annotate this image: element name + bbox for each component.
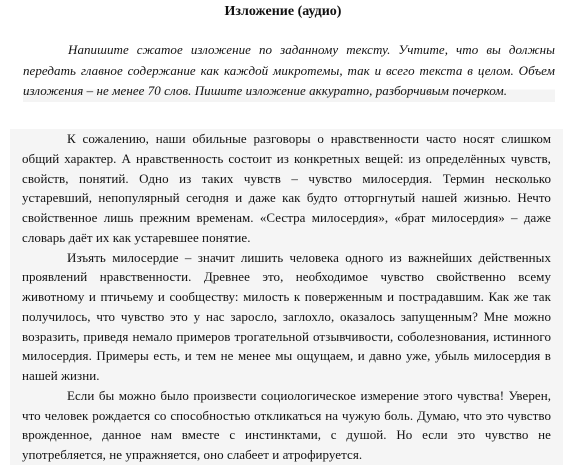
paragraph-1: К сожалению, наши обильные разговоры о нравственности часто носят слишком общий характер. А нравственность состоит из конкретных вещей: из определённых чувств, свойств, понятий. Одно из таких чувств – чувство милосердия. Термин несколько устаревший, непопулярный сегодня и даже как будто отторгнутый нашей жизнью. Нечто свойственное лишь прежним временам. «Сестра милосердия», «брат милосердия» – даже словарь даёт их как устаревшее понятие.: [22, 131, 551, 245]
paragraph-2: Изъять милосердие – значит лишить человека одного из важнейших действенных проявлений нравственности. Древнее это, необходимое чувство свойственно всему животному и птичьему и сообществу: милость к поверженным и пострадавшим. Как же так получилось, что чувство это у нас заросло, заглохло, оказалось запущенным? Мне можно возразить, приведя немало примеров трогательной отзывчивости, соболезнования, истинного милосердия. Примеры есть, и тем не менее мы ощущаем, и давно уже, убыль милосердия в нашей жизни.: [22, 249, 551, 383]
task-instruction: Напишите сжатое изложение по заданному тексту. Учтите, что вы должны передать главное содержание как каждой микротемы, так и всего текста в целом. Объем изложения – не менее 70 слов. Пишите изложение аккуратно, разборчивым почерком.: [23, 40, 555, 102]
text-body: [10, 129, 563, 465]
paragraph-3: Если бы можно было произвести социологическое измерение этого чувства! Уверен, что человек рождается со способностью откликаться на чужую боль. Думаю, что это чувство врожденное, данное нам вместе с инстинктами, с душой. Но если это чувство не употребляется, не упражняется, оно слабеет и атрофируется.: [22, 387, 551, 462]
document-title: Изложение (аудио): [224, 4, 342, 19]
